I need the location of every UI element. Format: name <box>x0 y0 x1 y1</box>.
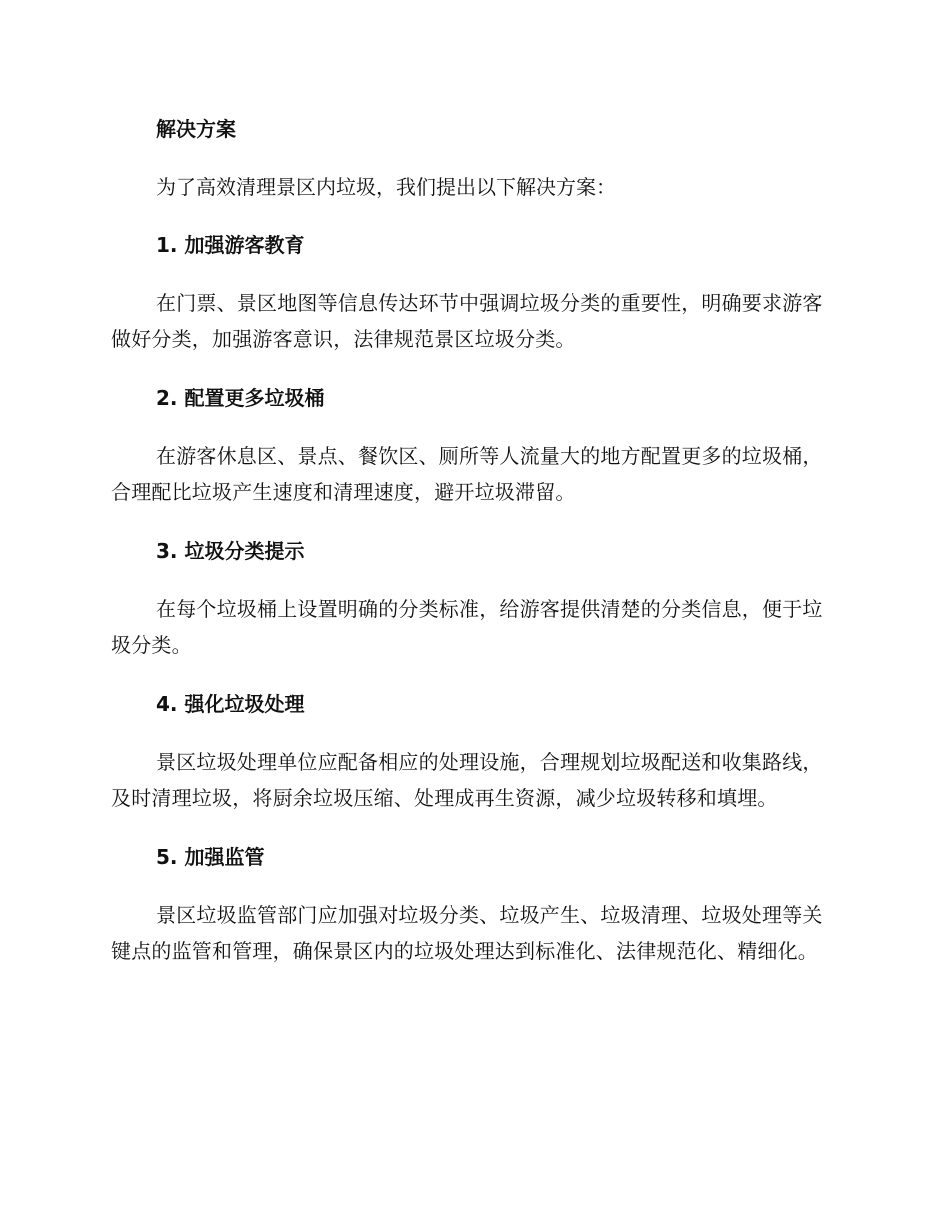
spacer <box>111 357 830 380</box>
section-body-1: 在门票、景区地图等信息传达环节中强调垃圾分类的重要性，明确要求游客做好分类，加强游客意识，法律规范景区垃圾分类。 <box>111 291 823 351</box>
section-body-3: 在每个垃圾桶上设置明确的分类标准，给游客提供清楚的分类信息，便于垃圾分类。 <box>111 597 823 657</box>
section-body-4: 景区垃圾处理单位应配备相应的处理设施，合理规划垃圾配送和收集路线，及时清理垃圾，将厨余垃圾压缩、处理成再生资源，减少垃圾转移和填埋。 <box>111 750 823 810</box>
section-body-5: 景区垃圾监管部门应加强对垃圾分类、垃圾产生、垃圾清理、垃圾处理等关键点的监管和管理，确保景区内的垃圾处理达到标准化、法律规范化、精细化。 <box>111 903 823 963</box>
spacer <box>111 816 830 839</box>
spacer <box>111 147 830 169</box>
section-heading-5: 5. 加强监管 <box>156 845 265 869</box>
spacer <box>111 875 830 897</box>
spacer <box>111 510 830 533</box>
spacer <box>111 263 830 285</box>
document-title: 解决方案 <box>156 117 236 141</box>
section-heading-3: 3. 垃圾分类提示 <box>156 539 305 563</box>
section-body-2: 在游客休息区、景点、餐饮区、厕所等人流量大的地方配置更多的垃圾桶，合理配比垃圾产生速度和清理速度，避开垃圾滞留。 <box>111 444 823 504</box>
spacer <box>111 205 830 227</box>
section-heading-4: 4. 强化垃圾处理 <box>156 692 305 716</box>
intro-paragraph: 为了高效清理景区内垃圾，我们提出以下解决方案： <box>156 175 616 199</box>
spacer <box>111 722 830 744</box>
section-heading-2: 2. 配置更多垃圾桶 <box>156 386 325 410</box>
spacer <box>111 569 830 591</box>
spacer <box>111 416 830 438</box>
spacer <box>111 663 830 686</box>
section-heading-1: 1. 加强游客教育 <box>156 233 305 257</box>
